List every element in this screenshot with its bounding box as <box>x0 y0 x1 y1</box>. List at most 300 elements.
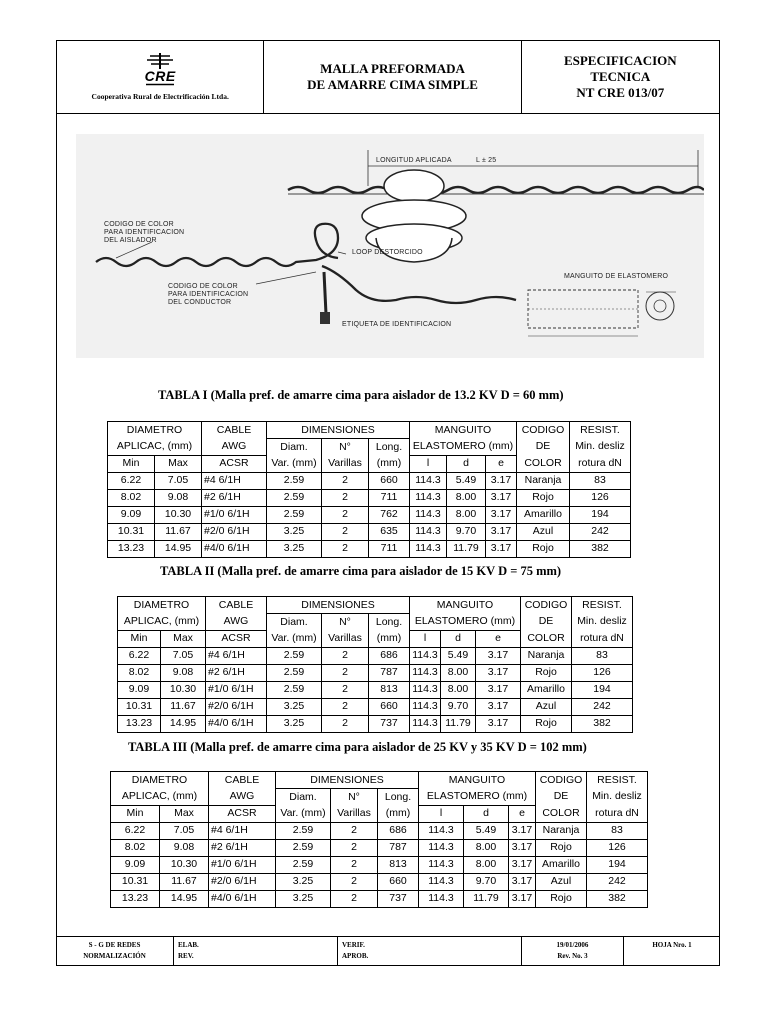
table-cell: Rojo <box>536 890 587 907</box>
table-cell: 2.59 <box>267 472 322 489</box>
footer-dept-cell <box>56 937 174 966</box>
table-cell: 382 <box>572 715 633 732</box>
illu-manguito: MANGUITO DE ELASTOMERO <box>564 273 669 280</box>
table-cell: 8.02 <box>118 664 161 681</box>
tie-wire-lower <box>322 266 516 303</box>
table-cell: 11.67 <box>155 523 202 540</box>
header-logo-cell <box>57 41 264 113</box>
table-cell: 2.59 <box>267 489 322 506</box>
hdr-color: COLOR <box>536 805 587 822</box>
table-cell: Naranja <box>517 472 570 489</box>
table-cell: 3.17 <box>486 540 517 557</box>
table-cell: 114.3 <box>419 839 464 856</box>
footer-dept1: S - G DE REDES <box>88 941 141 949</box>
org-name: Cooperativa Rural de Electrificación Ltda. <box>91 92 229 101</box>
table-cell: 2.59 <box>267 506 322 523</box>
table-cell: 114.3 <box>419 890 464 907</box>
table-cell: 5.49 <box>464 822 509 839</box>
table-cell: 9.70 <box>464 873 509 890</box>
table-cell: 2 <box>322 472 369 489</box>
table-cell: 8.00 <box>441 681 476 698</box>
table-cell: 83 <box>572 647 633 664</box>
table-row <box>108 523 631 540</box>
table-cell: 660 <box>378 873 419 890</box>
table-cell: 2 <box>331 873 378 890</box>
hdr-rotura: rotura dN <box>587 805 648 822</box>
table-cell: #4/0 6/1H <box>206 715 267 732</box>
table-cell: 8.02 <box>111 839 160 856</box>
table-cell: 7.05 <box>160 822 209 839</box>
table-cell: #2 6/1H <box>202 489 267 506</box>
table-cell: 2 <box>322 715 369 732</box>
table3-header-row1 <box>111 772 648 789</box>
table-cell: 6.22 <box>118 647 161 664</box>
hdr-varillas: Varillas <box>322 630 369 647</box>
table-cell: #4/0 6/1H <box>202 540 267 557</box>
table2-header-row3 <box>118 630 633 647</box>
table-cell: 3.17 <box>509 890 536 907</box>
table-row <box>118 698 633 715</box>
logo-text: CRE <box>144 68 176 84</box>
hdr-awg: AWG <box>206 614 267 631</box>
table-cell: 3.17 <box>476 647 521 664</box>
table2-header-row2 <box>118 614 633 631</box>
table-cell: 83 <box>587 822 648 839</box>
table-cell: #1/0 6/1H <box>206 681 267 698</box>
table-cell: 2 <box>322 664 369 681</box>
preformed-tie-illustration <box>76 134 704 358</box>
table-cell: 8.00 <box>447 489 486 506</box>
hdr-max: Max <box>155 455 202 472</box>
table-cell: 2 <box>322 523 369 540</box>
table3-header-row3 <box>111 805 648 822</box>
hdr-acsr: ACSR <box>202 455 267 472</box>
table-cell: 3.25 <box>276 873 331 890</box>
hdr-elastomero: ELASTOMERO (mm) <box>410 614 521 631</box>
table-cell: 5.49 <box>441 647 476 664</box>
hdr-diametro: DIAMETRO <box>111 772 209 789</box>
hdr-min-desliz: Min. desliz <box>572 614 633 631</box>
table2 <box>117 596 633 733</box>
table-cell: 114.3 <box>419 856 464 873</box>
table-row <box>108 489 631 506</box>
footer-revno: Rev. No. 3 <box>557 952 588 960</box>
table-cell: 2 <box>331 856 378 873</box>
table-cell: 6.22 <box>108 472 155 489</box>
table-cell: 242 <box>570 523 631 540</box>
hdr-mm: (mm) <box>378 805 419 822</box>
table-cell: 3.25 <box>267 540 322 557</box>
hdr-manguito: MANGUITO <box>410 597 521 614</box>
table-cell: #4 6/1H <box>206 647 267 664</box>
hdr-cable: CABLE <box>202 422 267 439</box>
hdr-min: Min <box>108 455 155 472</box>
table-cell: #2/0 6/1H <box>202 523 267 540</box>
table-cell: 9.09 <box>108 506 155 523</box>
hdr-min: Min <box>111 805 160 822</box>
table-cell: 737 <box>369 715 410 732</box>
table-cell: 14.95 <box>160 890 209 907</box>
table-cell: 787 <box>378 839 419 856</box>
table-cell: 3.17 <box>476 698 521 715</box>
table-cell: 242 <box>572 698 633 715</box>
footer-hoja-cell <box>624 937 720 966</box>
hdr-diametro: DIAMETRO <box>108 422 202 439</box>
table-cell: 2.59 <box>276 839 331 856</box>
hdr-var: Var. (mm) <box>267 455 322 472</box>
id-tag <box>320 312 330 324</box>
table-cell: 126 <box>587 839 648 856</box>
table-cell: 114.3 <box>410 715 441 732</box>
table-cell: 83 <box>570 472 631 489</box>
table-cell: 114.3 <box>410 523 447 540</box>
table-cell: 2 <box>331 890 378 907</box>
hdr-cable: CABLE <box>209 772 276 789</box>
hdr-acsr: ACSR <box>206 630 267 647</box>
hdr-awg: AWG <box>209 789 276 806</box>
table2-body <box>118 647 633 732</box>
table-cell: Rojo <box>517 489 570 506</box>
table-cell: 3.17 <box>509 822 536 839</box>
table-row <box>111 839 648 856</box>
hdr-diam: Diam. <box>267 614 322 631</box>
table3-body <box>111 822 648 907</box>
illu-codigo-aislador-2: PARA IDENTIFICACION <box>104 229 185 236</box>
table-cell: 114.3 <box>410 664 441 681</box>
table-cell: 9.09 <box>118 681 161 698</box>
illu-etiqueta: ETIQUETA DE IDENTIFICACION <box>342 321 452 328</box>
table-cell: 9.08 <box>155 489 202 506</box>
table-cell: 114.3 <box>410 681 441 698</box>
table-row <box>111 822 648 839</box>
illu-codigo-conductor-2: PARA IDENTIFICACION <box>168 291 249 298</box>
table-cell: 114.3 <box>410 647 441 664</box>
header-title-cell <box>264 41 521 113</box>
hdr-long: Long. <box>378 789 419 806</box>
table-cell: 14.95 <box>161 715 206 732</box>
hdr-l: l <box>410 455 447 472</box>
table-cell: 2 <box>322 489 369 506</box>
footer-elab-cell <box>174 937 338 966</box>
table-cell: 10.30 <box>155 506 202 523</box>
id-tag-stem <box>324 272 326 314</box>
table3-title: TABLA III (Malla pref. de amarre cima para aislador de 25 KV y 35 KV D = 102 mm) <box>128 740 587 754</box>
table-cell: 9.70 <box>447 523 486 540</box>
cre-logo <box>145 53 176 86</box>
illustration-drawing <box>76 134 704 358</box>
table-cell: 813 <box>378 856 419 873</box>
hdr-l: l <box>410 630 441 647</box>
table-cell: 3.25 <box>267 523 322 540</box>
illu-longitud-formula: L ± 25 <box>476 157 497 164</box>
illu-codigo-conductor-3: DEL CONDUCTOR <box>168 299 232 306</box>
table-cell: 3.25 <box>267 698 322 715</box>
hdr-cable: CABLE <box>206 597 267 614</box>
table-cell: 660 <box>369 472 410 489</box>
hdr-e: e <box>509 805 536 822</box>
table1-header-row1 <box>108 422 631 439</box>
hdr-awg: AWG <box>202 439 267 456</box>
table-cell: 3.17 <box>486 523 517 540</box>
header-spec-cell <box>522 41 719 113</box>
hdr-acsr: ACSR <box>209 805 276 822</box>
table-cell: #4 6/1H <box>209 822 276 839</box>
table1 <box>107 421 631 558</box>
table-cell: 3.17 <box>486 489 517 506</box>
table-cell: 10.31 <box>108 523 155 540</box>
table-cell: 194 <box>570 506 631 523</box>
table-cell: 3.17 <box>476 715 521 732</box>
table-cell: 813 <box>369 681 410 698</box>
hdr-elastomero: ELASTOMERO (mm) <box>410 439 517 456</box>
table-cell: Naranja <box>521 647 572 664</box>
table-cell: 660 <box>369 698 410 715</box>
table-cell: 114.3 <box>419 873 464 890</box>
table-cell: 711 <box>369 489 410 506</box>
table-cell: Amarillo <box>521 681 572 698</box>
table-cell: 3.25 <box>276 890 331 907</box>
table-cell: 3.17 <box>486 472 517 489</box>
table-cell: 2.59 <box>276 856 331 873</box>
hdr-aplicac: APLICAC, (mm) <box>118 614 206 631</box>
footer-elab: ELAB. <box>178 941 199 949</box>
illu-codigo-aislador-3: DEL AISLADOR <box>104 237 157 244</box>
table-cell: 9.70 <box>441 698 476 715</box>
insulator-top <box>384 170 444 202</box>
table-row <box>118 681 633 698</box>
table-row <box>108 472 631 489</box>
table-cell: #2/0 6/1H <box>209 873 276 890</box>
table-cell: 2 <box>322 647 369 664</box>
hdr-d: d <box>441 630 476 647</box>
table-cell: 114.3 <box>419 822 464 839</box>
table-cell: 7.05 <box>161 647 206 664</box>
footer-rev: REV. <box>178 952 194 960</box>
table-cell: 114.3 <box>410 489 447 506</box>
document-footer <box>56 936 720 966</box>
table-cell: 194 <box>572 681 633 698</box>
hdr-min-desliz: Min. desliz <box>570 439 631 456</box>
table-cell: 382 <box>587 890 648 907</box>
hdr-l: l <box>419 805 464 822</box>
table-cell: 114.3 <box>410 506 447 523</box>
table-cell: 3.25 <box>267 715 322 732</box>
hdr-varillas: Varillas <box>331 805 378 822</box>
hdr-de: DE <box>517 439 570 456</box>
hdr-codigo: CODIGO <box>521 597 572 614</box>
table-cell: 3.17 <box>476 664 521 681</box>
hdr-long: Long. <box>369 439 410 456</box>
spec-line1: ESPECIFICACION <box>563 53 677 68</box>
table-cell: 14.95 <box>155 540 202 557</box>
hdr-color: COLOR <box>521 630 572 647</box>
hdr-manguito: MANGUITO <box>410 422 517 439</box>
table-cell: #4 6/1H <box>202 472 267 489</box>
hdr-dimensiones: DIMENSIONES <box>267 597 410 614</box>
table-cell: 11.79 <box>464 890 509 907</box>
table-cell: 9.08 <box>161 664 206 681</box>
table2-title: TABLA II (Malla pref. de amarre cima para aislador de 15 KV D = 75 mm) <box>160 564 562 578</box>
table-row <box>118 647 633 664</box>
hdr-n: N° <box>331 789 378 806</box>
hdr-aplicac: APLICAC, (mm) <box>111 789 209 806</box>
hdr-resist: RESIST. <box>572 597 633 614</box>
hdr-dimensiones: DIMENSIONES <box>276 772 419 789</box>
spec-line3: NT CRE 013/07 <box>576 85 665 100</box>
doc-title-line2: DE AMARRE CIMA SIMPLE <box>307 77 478 92</box>
hdr-de: DE <box>536 789 587 806</box>
table1-header-row3 <box>108 455 631 472</box>
hdr-codigo: CODIGO <box>536 772 587 789</box>
table-cell: 5.49 <box>447 472 486 489</box>
hdr-codigo: CODIGO <box>517 422 570 439</box>
table1-title: TABLA I (Malla pref. de amarre cima para aislador de 13.2 KV D = 60 mm) <box>158 388 564 402</box>
hdr-varillas: Varillas <box>322 455 369 472</box>
hdr-aplicac: APLICAC, (mm) <box>108 439 202 456</box>
table-cell: 3.17 <box>509 856 536 873</box>
table-cell: Naranja <box>536 822 587 839</box>
table-cell: 3.17 <box>476 681 521 698</box>
hdr-dimensiones: DIMENSIONES <box>267 422 410 439</box>
hdr-min: Min <box>118 630 161 647</box>
table-cell: 2.59 <box>267 664 322 681</box>
table-cell: 114.3 <box>410 540 447 557</box>
table-cell: 711 <box>369 540 410 557</box>
table-cell: 8.00 <box>447 506 486 523</box>
hdr-e: e <box>486 455 517 472</box>
table-cell: 114.3 <box>410 472 447 489</box>
hdr-diametro: DIAMETRO <box>118 597 206 614</box>
table1-body <box>108 472 631 557</box>
table-cell: 7.05 <box>155 472 202 489</box>
table-cell: Amarillo <box>536 856 587 873</box>
table-cell: 3.17 <box>509 873 536 890</box>
top-conductor <box>288 187 704 193</box>
table-cell: Rojo <box>517 540 570 557</box>
table-cell: 2 <box>322 681 369 698</box>
table-cell: Rojo <box>521 664 572 681</box>
table-cell: 2.59 <box>267 681 322 698</box>
table3-header-row2 <box>111 789 648 806</box>
table-cell: 10.30 <box>160 856 209 873</box>
hdr-mm: (mm) <box>369 455 410 472</box>
illu-codigo-conductor-1: CODIGO DE COLOR <box>168 283 238 290</box>
table-cell: 762 <box>369 506 410 523</box>
table-cell: 10.30 <box>161 681 206 698</box>
footer-verif-cell <box>338 937 522 966</box>
hdr-color: COLOR <box>517 455 570 472</box>
table-cell: 114.3 <box>410 698 441 715</box>
table-cell: 8.00 <box>441 664 476 681</box>
table-cell: #2/0 6/1H <box>206 698 267 715</box>
table-cell: 8.02 <box>108 489 155 506</box>
table-cell: 13.23 <box>111 890 160 907</box>
hdr-n: N° <box>322 439 369 456</box>
hdr-resist: RESIST. <box>587 772 648 789</box>
table-cell: 242 <box>587 873 648 890</box>
doc-title-line1: MALLA PREFORMADA <box>320 61 465 76</box>
sleeve-section <box>646 292 674 320</box>
footer-aprob: APROB. <box>342 952 369 960</box>
table-row <box>118 715 633 732</box>
logo-underline <box>145 83 175 86</box>
hdr-mm: (mm) <box>369 630 410 647</box>
footer-date: 19/01/2006 <box>556 941 589 949</box>
hdr-e: e <box>476 630 521 647</box>
table-cell: 11.67 <box>161 698 206 715</box>
hdr-max: Max <box>161 630 206 647</box>
hdr-min-desliz: Min. desliz <box>587 789 648 806</box>
table3 <box>110 771 648 908</box>
table-cell: Azul <box>517 523 570 540</box>
hdr-diam: Diam. <box>276 789 331 806</box>
table-cell: 2 <box>331 822 378 839</box>
hdr-n: N° <box>322 614 369 631</box>
illu-longitud: LONGITUD APLICADA <box>376 157 452 164</box>
hdr-rotura: rotura dN <box>570 455 631 472</box>
table-cell: 3.17 <box>486 506 517 523</box>
hdr-var: Var. (mm) <box>267 630 322 647</box>
table-cell: 6.22 <box>111 822 160 839</box>
table-cell: 194 <box>587 856 648 873</box>
table-cell: 13.23 <box>118 715 161 732</box>
table-cell: 2 <box>322 540 369 557</box>
table-cell: 2 <box>322 698 369 715</box>
hdr-de: DE <box>521 614 572 631</box>
table-cell: #1/0 6/1H <box>209 856 276 873</box>
table-cell: 2 <box>331 839 378 856</box>
table-cell: 686 <box>369 647 410 664</box>
hdr-d: d <box>447 455 486 472</box>
table-row <box>118 664 633 681</box>
hdr-rotura: rotura dN <box>572 630 633 647</box>
table-cell: 3.17 <box>509 839 536 856</box>
table2-header-row1 <box>118 597 633 614</box>
table-cell: 126 <box>570 489 631 506</box>
table-cell: 635 <box>369 523 410 540</box>
hdr-resist: RESIST. <box>570 422 631 439</box>
table-cell: 737 <box>378 890 419 907</box>
footer-verif: VERIF. <box>342 941 365 949</box>
hdr-manguito: MANGUITO <box>419 772 536 789</box>
hdr-diam: Diam. <box>267 439 322 456</box>
table-cell: 2 <box>322 506 369 523</box>
table-row <box>108 506 631 523</box>
footer-hoja: HOJA Nro. 1 <box>652 941 692 949</box>
table-cell: 13.23 <box>108 540 155 557</box>
table-cell: 9.08 <box>160 839 209 856</box>
spec-line2: TECNICA <box>590 69 651 84</box>
table-row <box>111 856 648 873</box>
table-cell: Azul <box>521 698 572 715</box>
table-cell: 382 <box>570 540 631 557</box>
table-cell: 10.31 <box>111 873 160 890</box>
table-cell: 11.79 <box>447 540 486 557</box>
hdr-max: Max <box>160 805 209 822</box>
table-cell: #2 6/1H <box>209 839 276 856</box>
table-cell: #4/0 6/1H <box>209 890 276 907</box>
hdr-long: Long. <box>369 614 410 631</box>
tower-icon <box>145 53 175 69</box>
hdr-d: d <box>464 805 509 822</box>
table-cell: Amarillo <box>517 506 570 523</box>
table-cell: 9.09 <box>111 856 160 873</box>
table-cell: Rojo <box>536 839 587 856</box>
hdr-elastomero: ELASTOMERO (mm) <box>419 789 536 806</box>
table-cell: 8.00 <box>464 856 509 873</box>
table-cell: #1/0 6/1H <box>202 506 267 523</box>
table-cell: 787 <box>369 664 410 681</box>
